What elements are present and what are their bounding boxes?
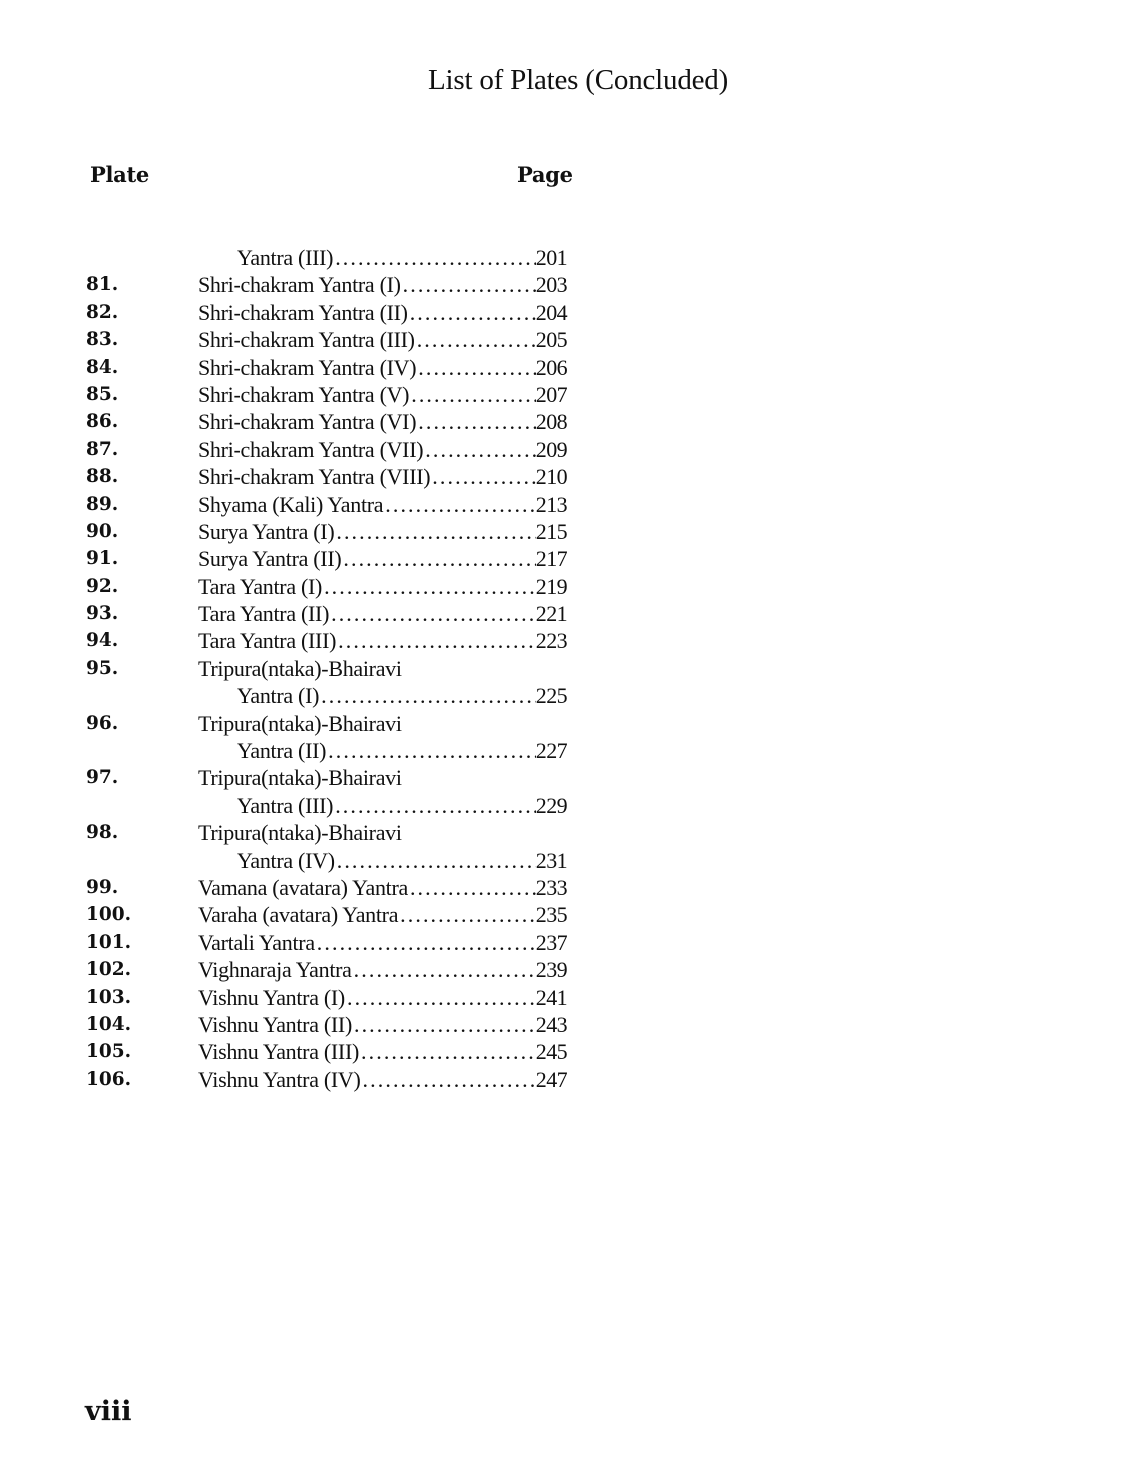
plate-title: Shri-chakram Yantra (VIII) xyxy=(198,464,431,490)
plate-number: 93. xyxy=(86,603,119,625)
plate-number: 101. xyxy=(86,931,132,953)
list-item xyxy=(0,627,1134,654)
list-item xyxy=(0,244,1134,271)
dot-leader xyxy=(430,463,536,490)
dot-leader xyxy=(329,600,536,627)
dot-leader xyxy=(359,1038,536,1065)
plate-entry xyxy=(198,901,567,928)
plate-entry xyxy=(198,271,567,298)
plate-number: 85. xyxy=(86,383,119,405)
plate-entry xyxy=(198,491,567,518)
plate-entry xyxy=(198,1066,567,1093)
plate-title: Vishnu Yantra (II) xyxy=(198,1011,352,1037)
plate-entry xyxy=(237,847,567,874)
plate-entry xyxy=(198,655,567,682)
page-number: 210 xyxy=(535,464,567,490)
plate-title: Tara Yantra (II) xyxy=(198,601,330,627)
plate-title: Shri-chakram Yantra (II) xyxy=(198,299,408,325)
plate-entry xyxy=(198,956,567,983)
dot-leader xyxy=(398,901,536,928)
plate-number: 102. xyxy=(86,959,132,981)
column-header-page: Page xyxy=(517,162,573,187)
page-number: 241 xyxy=(535,984,567,1010)
page-number: 208 xyxy=(535,409,567,435)
plate-number: 89. xyxy=(86,493,119,515)
plate-entry xyxy=(198,710,567,737)
dot-leader xyxy=(322,573,536,600)
list-item xyxy=(0,764,1134,791)
plate-entry xyxy=(198,764,567,791)
plate-title: Vishnu Yantra (IV) xyxy=(198,1066,361,1092)
list-item xyxy=(0,354,1134,381)
plate-title: Vishnu Yantra (I) xyxy=(198,984,345,1010)
dot-leader xyxy=(319,682,536,709)
column-header-plate: Plate xyxy=(90,162,149,187)
plate-title: Shri-chakram Yantra (VI) xyxy=(198,409,417,435)
list-item xyxy=(0,381,1134,408)
plate-title: Tara Yantra (III) xyxy=(198,628,337,654)
page-number: 239 xyxy=(535,957,567,983)
plate-entry xyxy=(198,627,567,654)
plate-entry xyxy=(198,545,567,572)
plate-title: Yantra (III) xyxy=(237,792,334,818)
plate-number: 88. xyxy=(86,466,119,488)
plate-entry xyxy=(198,929,567,956)
plate-number: 105. xyxy=(86,1041,132,1063)
plate-number: 86. xyxy=(86,411,119,433)
page-number: 247 xyxy=(535,1066,567,1092)
page-folio: viii xyxy=(85,1396,132,1427)
plate-title: Varaha (avatara) Yantra xyxy=(198,902,399,928)
plate-title: Shri-chakram Yantra (III) xyxy=(198,327,415,353)
plate-number: 103. xyxy=(86,986,132,1008)
plate-number: 92. xyxy=(86,575,119,597)
plate-number: 91. xyxy=(86,548,119,570)
list-item xyxy=(0,600,1134,627)
plate-number: 99. xyxy=(86,876,119,898)
plate-title: Yantra (IV) xyxy=(237,847,335,873)
plate-title: Shyama (Kali) Yantra xyxy=(198,491,384,517)
dot-leader xyxy=(409,381,536,408)
dot-leader xyxy=(341,545,535,572)
plate-title: Yantra (I) xyxy=(237,683,320,709)
dot-leader xyxy=(333,792,536,819)
plate-title: Shri-chakram Yantra (IV) xyxy=(198,354,417,380)
list-item xyxy=(0,874,1134,901)
dot-leader xyxy=(415,326,536,353)
list-item xyxy=(0,710,1134,737)
page-number: 225 xyxy=(535,683,567,709)
dot-leader xyxy=(352,1011,536,1038)
page-number: 237 xyxy=(535,929,567,955)
list-item xyxy=(0,491,1134,518)
plate-number: 82. xyxy=(86,301,119,323)
plate-entry xyxy=(237,682,567,709)
plate-number: 98. xyxy=(86,822,119,844)
plate-entry xyxy=(198,1038,567,1065)
plate-title: Surya Yantra (II) xyxy=(198,546,342,572)
list-item xyxy=(0,682,1134,709)
plate-number: 95. xyxy=(86,657,119,679)
plate-entry xyxy=(198,984,567,1011)
list-item xyxy=(0,573,1134,600)
page-number: 231 xyxy=(535,847,567,873)
plate-number: 90. xyxy=(86,520,119,542)
page-number: 206 xyxy=(535,354,567,380)
page-number: 227 xyxy=(535,738,567,764)
plate-number: 100. xyxy=(86,904,132,926)
plate-number: 84. xyxy=(86,356,119,378)
plate-title: Shri-chakram Yantra (V) xyxy=(198,381,410,407)
dot-leader xyxy=(334,518,535,545)
list-item xyxy=(0,518,1134,545)
page-number: 201 xyxy=(535,245,567,270)
plate-entry xyxy=(198,299,567,326)
page-number: 233 xyxy=(535,874,567,900)
page-number: 217 xyxy=(535,546,567,572)
list-item xyxy=(0,984,1134,1011)
list-item xyxy=(0,1066,1134,1093)
plate-list xyxy=(0,244,1134,1093)
page-number: 207 xyxy=(535,381,567,407)
plate-entry xyxy=(198,518,567,545)
plate-number: 94. xyxy=(86,630,119,652)
plate-entry xyxy=(198,874,567,901)
list-item xyxy=(0,326,1134,353)
plate-number: 96. xyxy=(86,712,119,734)
page-number: 223 xyxy=(535,628,567,654)
plate-title: Tara Yantra (I) xyxy=(198,573,323,599)
list-item xyxy=(0,655,1134,682)
page-number: 235 xyxy=(535,902,567,928)
dot-leader xyxy=(408,874,536,901)
list-item xyxy=(0,1011,1134,1038)
list-item xyxy=(0,408,1134,435)
plate-entry xyxy=(198,600,567,627)
page-number: 243 xyxy=(535,1011,567,1037)
list-item xyxy=(0,299,1134,326)
dot-leader xyxy=(416,408,536,435)
list-item xyxy=(0,819,1134,846)
plate-title: Yantra (II) xyxy=(237,738,327,764)
plate-title: Tripura(ntaka)-Bhairavi xyxy=(198,820,402,846)
page-number: 209 xyxy=(535,436,567,462)
page-number: 204 xyxy=(535,299,567,325)
plate-title: Vighnaraja Yantra xyxy=(198,957,352,983)
dot-leader xyxy=(333,244,536,271)
dot-leader xyxy=(335,847,536,874)
list-item xyxy=(0,956,1134,983)
dot-leader xyxy=(315,929,536,956)
page-number: 229 xyxy=(535,792,567,818)
plate-title: Surya Yantra (I) xyxy=(198,518,335,544)
dot-leader xyxy=(345,984,536,1011)
page-number: 215 xyxy=(535,518,567,544)
page-number: 203 xyxy=(535,272,567,298)
page-title: List of Plates (Concluded) xyxy=(428,64,729,96)
plate-entry xyxy=(198,573,567,600)
list-item xyxy=(0,436,1134,463)
list-item xyxy=(0,1038,1134,1065)
page-number: 213 xyxy=(535,491,567,517)
dot-leader xyxy=(336,627,536,654)
plate-entry xyxy=(237,792,567,819)
plate-number: 87. xyxy=(86,438,119,460)
plate-title: Tripura(ntaka)-Bhairavi xyxy=(198,710,402,736)
list-item xyxy=(0,545,1134,572)
dot-leader xyxy=(408,299,536,326)
dot-leader xyxy=(423,436,536,463)
plate-title: Vishnu Yantra (III) xyxy=(198,1039,360,1065)
page-number: 221 xyxy=(535,601,567,627)
dot-leader xyxy=(401,271,536,298)
plate-entry xyxy=(198,354,567,381)
plate-title: Yantra (III) xyxy=(237,245,334,270)
plate-entry xyxy=(198,408,567,435)
plate-entry xyxy=(198,819,567,846)
plate-number: 97. xyxy=(86,767,119,789)
list-item xyxy=(0,792,1134,819)
list-item xyxy=(0,901,1134,928)
plate-number: 106. xyxy=(86,1068,132,1090)
dot-leader xyxy=(352,956,536,983)
list-item xyxy=(0,929,1134,956)
plate-title: Shri-chakram Yantra (I) xyxy=(198,272,401,298)
dot-leader xyxy=(383,491,536,518)
dot-leader xyxy=(326,737,536,764)
page-number: 219 xyxy=(535,573,567,599)
list-item xyxy=(0,271,1134,298)
plate-entry xyxy=(198,436,567,463)
dot-leader xyxy=(361,1066,536,1093)
plate-number: 104. xyxy=(86,1013,132,1035)
list-item xyxy=(0,847,1134,874)
dot-leader xyxy=(416,354,536,381)
plate-title: Shri-chakram Yantra (VII) xyxy=(198,436,424,462)
plate-title: Tripura(ntaka)-Bhairavi xyxy=(198,765,402,791)
plate-title: Vartali Yantra xyxy=(198,929,315,955)
list-item xyxy=(0,463,1134,490)
page-number: 245 xyxy=(535,1039,567,1065)
page-number: 205 xyxy=(535,327,567,353)
plate-entry xyxy=(237,737,567,764)
plate-entry xyxy=(198,1011,567,1038)
list-item xyxy=(0,737,1134,764)
plate-entry xyxy=(237,244,567,271)
plate-number: 81. xyxy=(86,274,119,296)
plate-entry xyxy=(198,326,567,353)
plate-title: Vamana (avatara) Yantra xyxy=(198,874,408,900)
plate-entry xyxy=(198,463,567,490)
plate-title: Tripura(ntaka)-Bhairavi xyxy=(198,655,402,681)
plate-entry xyxy=(198,381,567,408)
plate-number: 83. xyxy=(86,329,119,351)
